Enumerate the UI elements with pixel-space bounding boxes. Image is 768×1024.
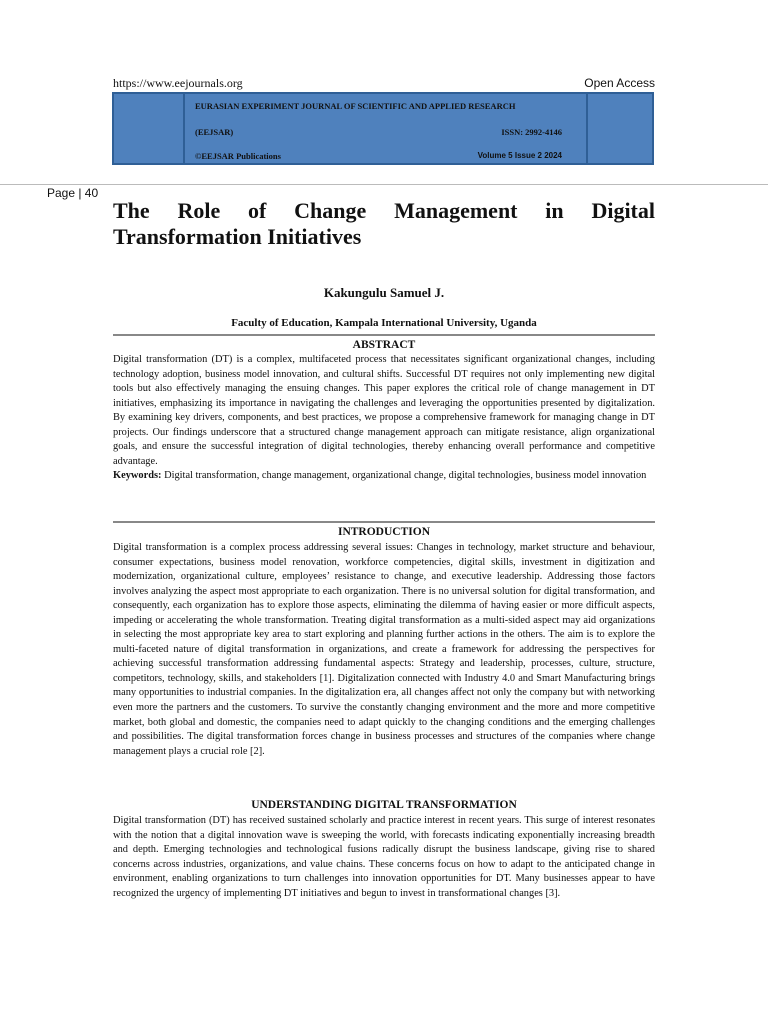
understanding-text: Digital transformation (DT) has received sustained scholarly and practice interest in recent years. This surge of interest resonates with the notion that a digital innovation wave is sweeping the world, with forecasts indicating exponentially increasing breadth and depth. Emerging technologies and technological fusions radically disrupt the business landscape, giving rise to shared concerns across industries, organizations, and value chains. These concerns focus on how to adapt to the anticipated change in environment, enabling organizations to turn challenges into innovation opportunities for DT. Many businesses appear to have recognized the urgency of implementing DT initiatives and begun to invest in transformational changes [3].	[113, 815, 655, 899]
journal-abbreviation: (EEJSAR)	[195, 127, 234, 137]
introduction-heading: INTRODUCTION	[337, 526, 430, 538]
open-access-label: Open Access	[584, 76, 655, 90]
journal-url[interactable]: https://www.eejournals.org	[113, 76, 243, 90]
abstract-text	[113, 353, 655, 484]
page-divider	[0, 184, 768, 185]
article-title: The Role of Change Management in Digital Transformation Initiatives	[113, 198, 655, 249]
keywords-label: Keywords:	[113, 470, 162, 482]
journal-banner	[112, 92, 654, 165]
keywords-list: Digital transformation, change management, organizational change, digital technologies, business model innovation	[161, 470, 647, 482]
journal-volume: Volume 5 Issue 2 2024	[477, 151, 562, 160]
running-header	[113, 76, 655, 91]
abstract-bottom-rule	[113, 521, 655, 523]
introduction-text: Digital transformation is a complex process addressing several issues: Changes in technology, market structure and behaviour, consumer expectations, business model renovation, workforce competencies, digital skills, investment in digitization and modernization, organizational culture, employees’ resistance to change, and executive leadership. Addressing those factors involves analyzing the aspect most appropriate to each organization. There is no universal solution for digital transformation, and consequently, each organization has to explore those aspects, eliminating the dilemma of having easier or more difficult aspects, impeding or accelerating the whole transformation. Treating digital transformation as a multi-sided aspect may aid organizations in selecting the most appropriate key area to start exploring and planning further actions in the others. The aim is to explore the multi-faceted nature of digital transformation in organizations, and create a framework for addressing the perspectives for achieving successful transformation addressing fundamental aspects: Strategy and leadership, processes, culture, structure, competitors, technology, skills, and stakeholders [1]. Digitalization connected with Industry 4.0 and Smart Manufacturing brings many opportunities to industrial companies. In the digitalization era, all changes affect not only the company but with networking even more the partners and the customers. To survive the constantly changing environment and the more and more competitive market, both global and domestic, the companies need to adapt quickly to the changing conditions and the emerging challenges and possibilities. The digital transformation forces change in business processes and structures of the companies where change management plays a crucial role [2].	[113, 542, 655, 757]
journal-banner-center	[183, 94, 588, 163]
journal-publisher: ©EEJSAR Publications	[195, 151, 281, 161]
journal-issn: ISSN: 2992-4146	[501, 127, 562, 137]
journal-name: EURASIAN EXPERIMENT JOURNAL OF SCIENTIFIC AND APPLIED RESEARCH	[195, 101, 516, 111]
article-author: Kakungulu Samuel J.	[323, 285, 445, 300]
understanding-heading: UNDERSTANDING DIGITAL TRANSFORMATION	[251, 799, 517, 811]
abstract-heading: ABSTRACT	[352, 339, 416, 351]
article-affiliation: Faculty of Education, Kampala International University, Uganda	[231, 317, 537, 329]
abstract-top-rule	[113, 334, 655, 336]
abstract-body: Digital transformation (DT) is a complex, multifaceted process that necessitates significant organizational changes, including technology adoption, business model innovation, and cultural shifts. Successful DT requires not only implementing new digital tools but also effectively managing the ensuing changes. This paper explores the critical role of change management in DT initiatives, emphasizing its importance in navigating the challenges and leveraging the opportunities presented by digitalization. By examining key drivers, components, and best practices, we propose a comprehensive framework for managing change in DT projects. Our findings underscore that a structured change management approach can mitigate resistance, align organizational goals, and ensure the successful integration of digital technologies, thereby enhancing overall performance and competitive advantage.	[113, 354, 655, 467]
page-number: Page | 40	[47, 186, 99, 200]
